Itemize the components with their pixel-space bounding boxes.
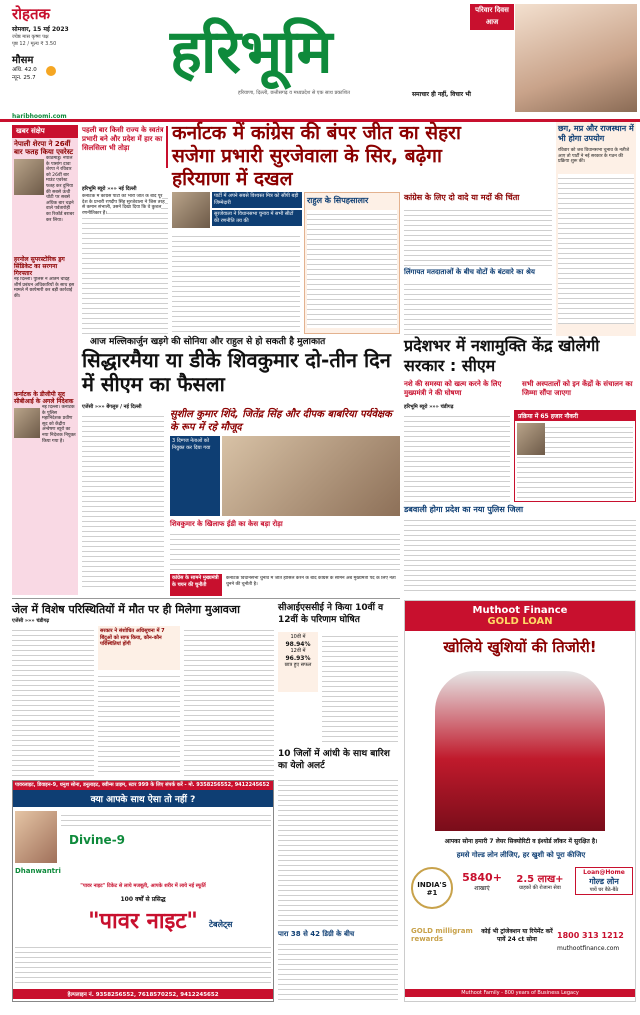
ad-divine[interactable] <box>12 780 274 1002</box>
cm-challenge-box: कांग्रेस के सामने मुख्यमंत्री के चयन की चुनौती <box>170 574 222 596</box>
ad-question: क्या आपके साथ ऐसा तो नहीं ? <box>13 790 273 807</box>
sidebar-news-brief <box>12 125 78 595</box>
ad-subtitle: टेबलेट्स <box>209 920 233 929</box>
congress-box: कांग्रेस के लिए दो वादे या मदों की चिंता लिंगायत मतदाताओं के बीच वोटों के बंटवारे का श्रेय <box>404 192 552 334</box>
rahul-box: राहुल के सिपहसालार <box>304 192 400 334</box>
ad-brand: Dhanwantri <box>15 867 61 875</box>
observers-head: सुशील कुमार शिंदे, जितेंद्र सिंह और दीपक बाबरिया पर्यवेक्षक के रूप में रहे मौजूद <box>170 409 392 433</box>
ad-woman-photo <box>15 811 57 863</box>
muthoot-branches: 5840+ शाखाएं <box>462 871 502 892</box>
siddaramaiah-body-col2 <box>170 530 400 572</box>
lead-body-col1: कर्नाटक में कांग्रेस पार्टी को भारी जीत के बाद पूरे देश के प्रभारी रणदीप सिंह सुरजेवाला ने जिस तरह से कमान संभाली, उसने दिखा दिया कि वे कुशल रणनीतिकार हैं। <box>82 194 168 334</box>
weather-box: अधि. 42.0 न्यून. 25.7 <box>12 67 37 81</box>
muthoot-web[interactable]: muthootfinance.com <box>557 945 620 952</box>
siddaramaiah-body-col1 <box>82 412 164 588</box>
sun-icon <box>46 66 56 76</box>
lead-bullet-box: पार्टी में अपने सबसे विश्वस्त मित्र को सौंपी बड़ी जिम्मेदारी सुरजेवाला ने विधानसभा चुनाव में सभी सीटों की रणनीति तय की <box>212 192 302 258</box>
muthoot-cta: हमसे गोल्ड लोन लीजिए, हर खुशी को पूरा कीजिए <box>456 851 586 859</box>
ad-tagline: "पावर नाइट" टिकेट से लाये मजबूती, आपके शरीर में लाये नई स्फूर्ति <box>80 883 206 889</box>
sidebar-brief-2: हरनोल सुपरस्टोरिक ड्रग सिंडिकेट का सरगना गिरफ्तार नई दिल्ली। पुलिस ने अंतिम चौदह शीर्ष प्रबंधन अधिकारियों के साथ इस मामले में छापेमारी कर बड़ी कार्रवाई की। <box>14 256 75 299</box>
ad-helpline: हेल्पलाइन नं. 9358256552, 7618570252, 9412245652 <box>13 989 273 999</box>
muthoot-milligram: GOLD milligram rewards <box>411 927 473 943</box>
min-temp: 25.7 <box>23 75 36 81</box>
lead-byline: हरिभूमि ब्यूरो »»» नई दिल्ली <box>82 186 137 192</box>
lead-headline: कर्नाटक में कांग्रेस की बंपर जीत का सेहरा सजेगा प्रभारी सुरजेवाला के सिर, बढ़ेगा हरियाणा में दखल <box>172 122 461 190</box>
ad-muthoot[interactable] <box>404 600 636 1002</box>
weather-label: मौसम <box>12 55 34 66</box>
muthoot-footer: Muthoot Family - 800 years of Business Legacy <box>405 989 635 997</box>
ad-header: पावरलाइट, डिवाइन-9, धनुश सोना, डनूलाइट, क्वीन्स प्राइम, स्टार 999 के लिए संपर्क करें - मो. 9358256552, 9412245652 <box>13 781 273 790</box>
jobs-box: प्रक्रिया में 65 हजार नौकरी <box>514 410 636 502</box>
muthoot-product: GOLD LOAN <box>487 616 553 627</box>
nasha-sub-right: सभी अस्पतालों को इन केंद्रों के संचालन का जिम्मा सौंपा जाएगा <box>522 380 633 397</box>
muthoot-header <box>405 601 635 631</box>
lead-kicker: पहली बार किसी राज्य के स्वतंत्र प्रभारी बने और प्रदेश में हार का सिलसिला भी तोड़ा <box>82 126 168 168</box>
nasha-sub-left: नशे की समस्या को खत्म करने के लिए मुख्यमंत्री ने की घोषणा <box>404 380 502 397</box>
pages-line: पृष्ठ 12 / मूल्य ₹ 3.50 <box>12 41 57 47</box>
ed-case-subhead: शिवकुमार के खिलाफ ईडी का केस बड़ा रोड़ा <box>170 520 283 528</box>
dgp-photo <box>14 408 40 438</box>
muthoot-brand: Muthoot Finance <box>472 605 568 616</box>
month-info: ज्येष्ठ मास कृष्ण पक्ष <box>12 34 49 40</box>
observer-caption-box: 3 दिग्गज नेताओं को नियुक्त कर दिया गया <box>170 436 220 516</box>
cbse-body <box>322 632 398 744</box>
climber-photo <box>14 159 44 195</box>
surjewala-photo <box>172 192 210 228</box>
temperature-subhead: पारा 38 से 42 डिग्री के बीच <box>278 930 355 938</box>
muthoot-loan-home: Loan@Home गोल्ड लोन पायें घर बैठे-बैठे <box>575 867 633 895</box>
cbse-stat-10th: 98.94% <box>285 641 311 648</box>
date-line: सोमवार, 15 मई 2023 <box>12 26 69 33</box>
police-district-subhead: डबवाली होगा प्रदेश का नया पुलिस जिला <box>404 505 524 514</box>
cbse-stat-12th: 96.93% <box>285 655 311 662</box>
ad-count: 100 वर्षों से प्रसिद्ध <box>120 896 166 903</box>
nasha-headline: प्रदेशभर में नशामुक्ति केंद्र खोलेगी सरकार : सीएम <box>404 336 600 375</box>
weather-alert-headline: 10 जिलों में आंधी के साथ बारिश का येलो अलर्ट <box>278 749 390 771</box>
lead-body-col2 <box>172 232 300 334</box>
newspaper-logo: हरिभूमि <box>170 17 332 87</box>
website[interactable]: haribhoomi.com <box>12 113 67 120</box>
ad-product-name: Divine-9 <box>69 833 126 847</box>
city: रोहतक <box>12 5 51 23</box>
siddaramaiah-body: कर्नाटक विधानसभा चुनाव में जीत हासिल करने के बाद कांग्रेस के सामने अब मुख्यमंत्री पद के लिए नेता चुनने की चुनौती है। <box>226 576 396 587</box>
police-district-body <box>404 516 636 594</box>
ad-title: "पावर नाइट" <box>88 908 198 934</box>
weather-alert-body <box>278 776 398 926</box>
compensation-body-col3 <box>184 626 274 776</box>
muthoot-security-line: आपका सोना हमारी 7 लेयर सिक्योरिटी व इंश्योर्ड लॉकर में सुरक्षित है। <box>444 838 598 845</box>
promo-badge: परिवार दिवस आज <box>470 4 514 30</box>
leaders-photo <box>222 436 400 516</box>
muthoot-phone[interactable]: 1800 313 1212 <box>557 931 624 940</box>
sidebar-brief-3: कर्नाटक के डीजीपी सूद सीबीआई के अगले निदेशक नई दिल्ली। कर्नाटक के पुलिस महानिदेशक प्रवीण सूद को केंद्रीय अन्वेषण ब्यूरो का नया निदेशक नियुक्त किया गया है। <box>14 391 76 444</box>
right-col-story: छग, मप्र और राजस्थान में भी होगा उपयोग रविवार को जब विधानसभा चुनाव के नतीजे आए तो पार्टी ने नई सरकार के गठन की प्रक्रिया शुरू की। <box>556 122 636 336</box>
amitabh-photo <box>435 671 605 831</box>
compensation-box: सरकार ने संशोधित अधिसूचना में 7 बिंदुओं को साफ किया, कौन-कौन परिस्थितियां होंगी <box>98 626 180 670</box>
tagline-left: हरियाणा, दिल्ली, छत्तीसगढ़ व मध्यप्रदेश से एक साथ प्रकाशित <box>238 90 350 96</box>
masthead <box>0 0 640 122</box>
temperature-body <box>278 940 398 1002</box>
muthoot-slogan: खोलिये खुशियों की तिजोरी! <box>443 638 597 656</box>
tagline-right: समाचार ही नहीं, विचार भी <box>412 91 471 98</box>
muthoot-transaction: कोई भी ट्रांजेक्शन या रिपेमेंट करें पायें 24 ct सोना <box>481 928 553 943</box>
muthoot-badge: INDIA'S #1 <box>411 867 453 909</box>
nasha-byline: हरिभूमि ब्यूरो »»» चंडीगढ़ <box>404 404 454 410</box>
sidebar-brief-1: नेपाली शेरपा ने 26वीं बार फतह किया एवरेस्ट काठमांडू। नेपाल के पासांग दावा शेरपा ने रविवार को 26वीं बार माउंट एवरेस्ट फतह कर दुनिया की सबसे ऊंची चोटी पर सबसे अधिक बार चढ़ने वाले पर्वतारोही का रिकॉर्ड बराबर कर लिया। <box>14 140 75 223</box>
family-photo <box>515 4 637 112</box>
siddaramaiah-headline: सिद्धारमैया या डीके शिवकुमार दो-तीन दिन में सीएम का फैसला <box>82 348 391 396</box>
compensation-body-col1 <box>12 626 94 776</box>
sidebar-header: खबर संक्षेप <box>12 125 78 138</box>
compensation-byline: एजेंसी »»» चंडीगढ़ <box>12 618 50 624</box>
compensation-body-col2 <box>98 672 180 776</box>
nasha-body <box>404 412 510 502</box>
muthoot-customers: 2.5 लाख+ ग्राहकों की रोजाना सेवा <box>516 874 564 891</box>
siddaramaiah-byline: एजेंसी »»» बेंगलुरु / नई दिल्ली <box>82 404 142 410</box>
cbse-headline: सीआईएससीई ने किया 10वीं व 12वीं के परिणाम घोषित <box>278 603 384 625</box>
cbse-stat-box: 10वीं में 98.94% 12वीं में 96.93% छात्र हुए सफल <box>278 632 318 692</box>
siddaramaiah-kicker: आज मल्लिकार्जुन खड़गे की सोनिया और राहुल से हो सकती है मुलाकात <box>90 337 326 347</box>
cm-photo <box>517 423 545 455</box>
max-temp: 42.0 <box>24 67 37 73</box>
compensation-headline: जेल में विशेष परिस्थितियों में मौत पर ही मिलेगा मुआवजा <box>12 603 240 616</box>
